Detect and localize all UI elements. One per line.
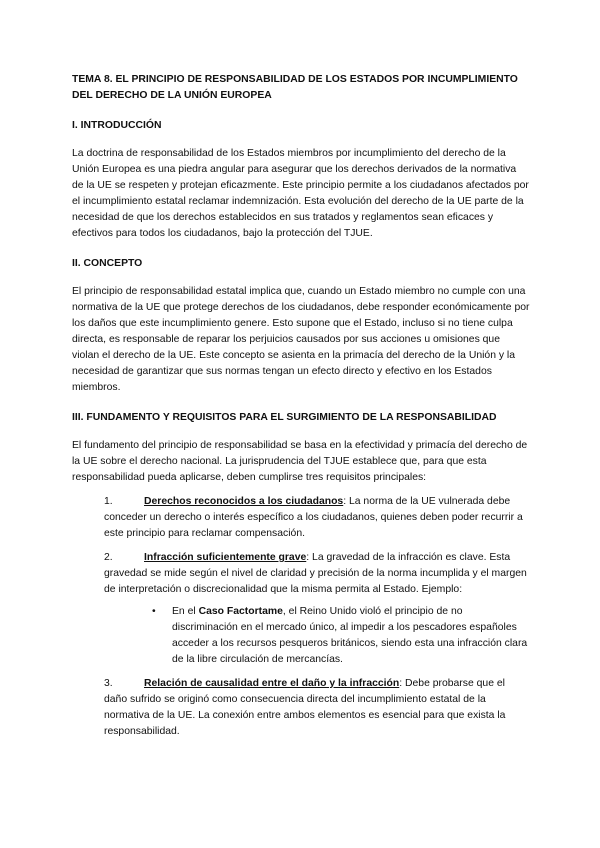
list-item bbox=[104, 676, 530, 740]
requisito-label: Relación de causalidad entre el daño y la infracción bbox=[144, 678, 400, 689]
list-item bbox=[104, 494, 530, 542]
bullet-icon: • bbox=[152, 606, 156, 617]
list-number: 2. bbox=[104, 552, 113, 563]
document-title: TEMA 8. EL PRINCIPIO DE RESPONSABILIDAD DE LOS ESTADOS POR INCUMPLIMIENTO DEL DERECHO DE LA UNIÓN EUROPEA bbox=[72, 74, 518, 101]
example-item bbox=[152, 604, 530, 668]
paragraph-introduccion: La doctrina de responsabilidad de los Estados miembros por incumplimiento del derecho de la Unión Europea es una piedra angular para asegurar que los derechos derivados de la normativa de la UE se respeten y protejan eficazmente. Este principio permite a los ciudadanos afectados por el incumplimiento estatal reclamar indemnización. Esta evolución del derecho de la UE parte de la necesidad de que los derechos establecidos en sus tratados y reglamentos sean eficaces y efectivos para todos los ciudadanos, bajo la protección del TJUE. bbox=[72, 148, 529, 239]
heading-introduccion: I. INTRODUCCIÓN bbox=[72, 120, 162, 131]
requisitos-list bbox=[72, 494, 530, 740]
requisito-label: Derechos reconocidos a los ciudadanos bbox=[144, 496, 344, 507]
list-number: 1. bbox=[104, 496, 113, 507]
list-item bbox=[104, 550, 530, 668]
heading-fundamento: III. FUNDAMENTO Y REQUISITOS PARA EL SURGIMIENTO DE LA RESPONSABILIDAD bbox=[72, 412, 497, 423]
heading-concepto: II. CONCEPTO bbox=[72, 258, 143, 269]
example-case-name: Caso Factortame bbox=[198, 606, 283, 617]
requisito-text: : Debe probarse que el daño sufrido se originó como consecuencia directa del incumplimiento estatal de la normativa de la UE. La conexión entre ambos elementos es esencial para que exista la responsabilidad. bbox=[104, 678, 506, 737]
example-text-post: , el Reino Unido violó el principio de no discriminación en el mercado único, al impedir a los pescadores españoles acceder a los recursos pesqueros británicos, siendo esta una infracción clara de la libre circulación de mercancías. bbox=[172, 606, 528, 665]
requisito-label: Infracción suficientemente grave bbox=[144, 552, 307, 563]
requisito-text: : La norma de la UE vulnerada debe conceder un derecho o interés específico a los ciudadanos, quienes deben poder recurrir a este principio para reclamar compensación. bbox=[104, 496, 523, 539]
example-text-pre: En el bbox=[172, 606, 199, 617]
document-page bbox=[72, 72, 530, 748]
list-number: 3. bbox=[104, 678, 113, 689]
paragraph-fundamento: El fundamento del principio de responsabilidad se basa en la efectividad y primacía del derecho de la UE sobre el derecho nacional. La jurisprudencia del TJUE establece que, para que esta responsabilidad pueda aplicarse, deben cumplirse tres requisitos principales: bbox=[72, 440, 528, 483]
requisito-text: : La gravedad de la infracción es clave. Esta gravedad se mide según el nivel de claridad y precisión de la norma incumplida y el margen de interpretación o discrecionalidad que la misma permita al Estado. Ejemplo: bbox=[104, 552, 527, 595]
paragraph-concepto: El principio de responsabilidad estatal implica que, cuando un Estado miembro no cumple con una normativa de la UE que protege derechos de los ciudadanos, debe responder económicamente por los daños que este incumplimiento genere. Esto supone que el Estado, incluso si no tiene culpa directa, es responsable de reparar los perjuicios causados por sus acciones u omisiones que violan el derecho de la UE. Este concepto se asienta en la primacía del derecho de la Unión y la necesidad de garantizar que sus normas tengan un efecto directo y efectivo en los Estados miembros. bbox=[72, 286, 530, 393]
